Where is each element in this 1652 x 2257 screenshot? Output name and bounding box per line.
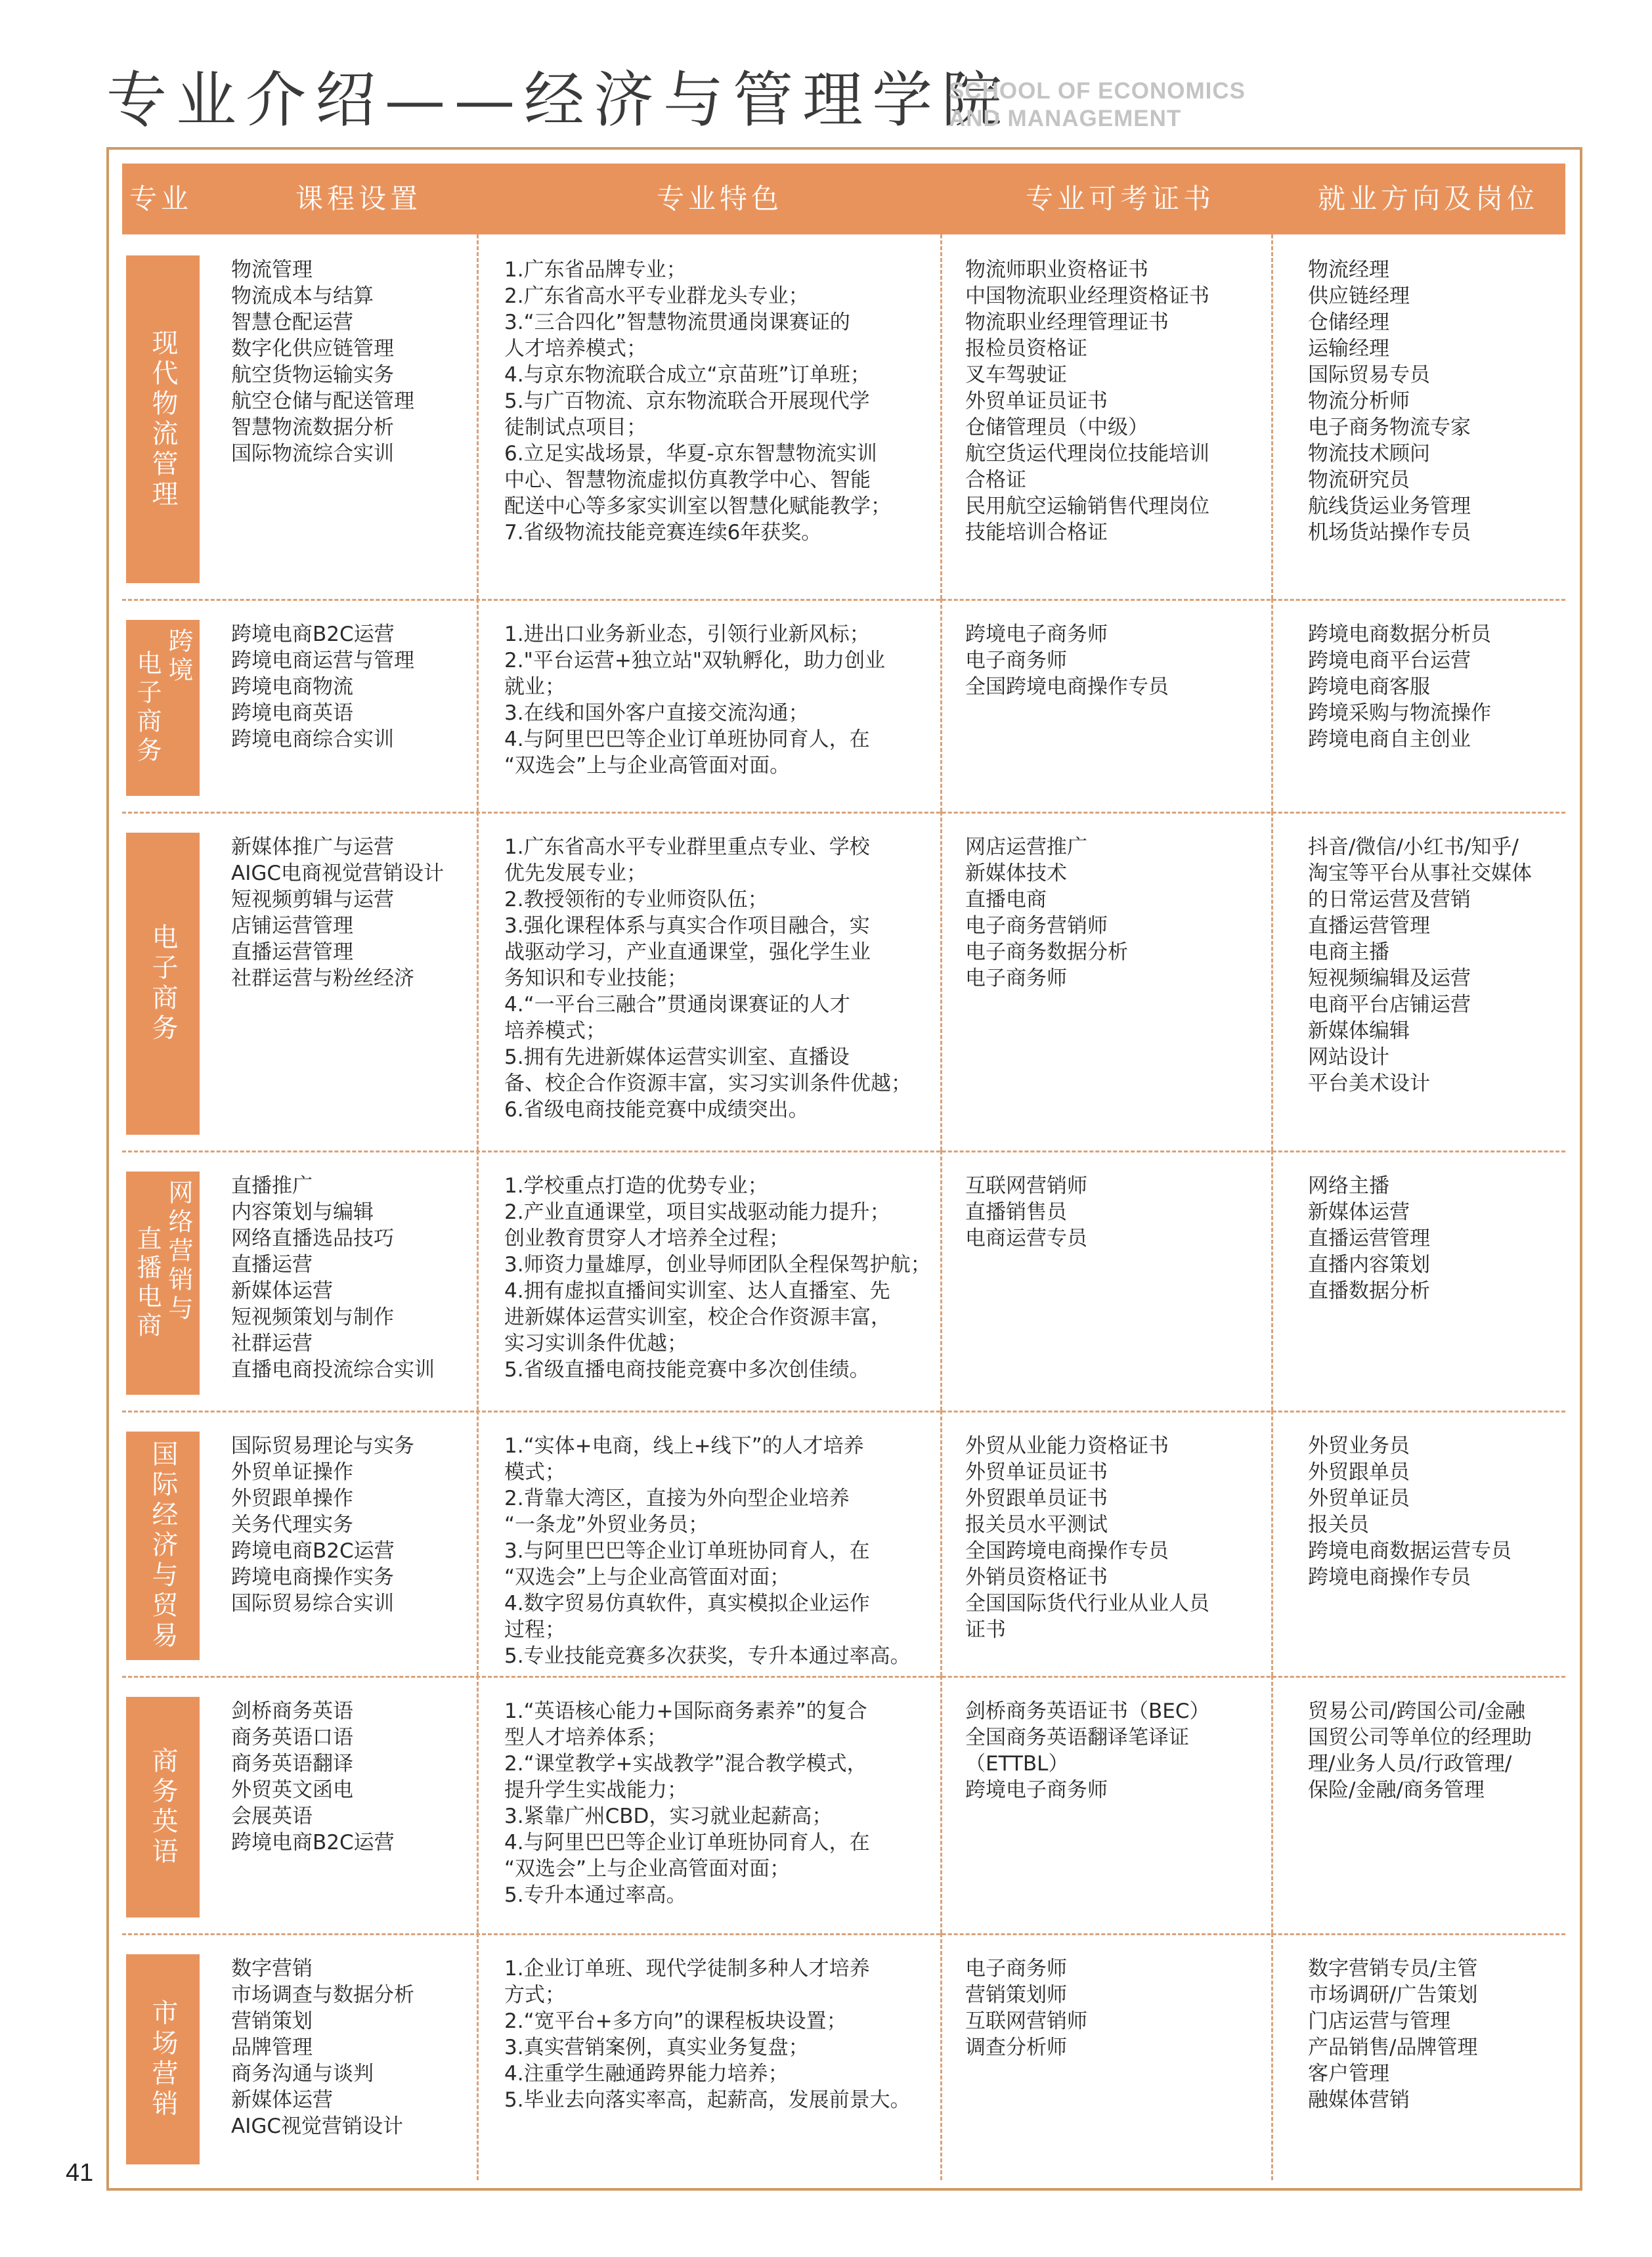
course-item: 店铺运营管理 xyxy=(231,914,353,938)
certificate-item: 叉车驾驶证 xyxy=(965,363,1067,387)
career-item: 抖音/微信/小红书/知乎/ xyxy=(1308,835,1519,859)
feature-line: 3.与阿里巴巴等企业订单班协同育人，在 xyxy=(504,1539,870,1563)
major-label-box xyxy=(126,1954,200,2164)
certificate-item: 仓储管理员（中级） xyxy=(965,416,1148,439)
career-item: 跨境电商客服 xyxy=(1308,675,1430,699)
feature-line: 培养模式； xyxy=(504,1019,606,1043)
feature-line: 4.拥有虚拟直播间实训室、达人直播室、先 xyxy=(504,1279,890,1303)
career-item: 理/业务人员/行政管理/ xyxy=(1308,1752,1512,1776)
certificate-item: 电子商务师 xyxy=(965,649,1067,672)
certificate-item: 电子商务师 xyxy=(965,1957,1067,1981)
feature-line: 优先发展专业； xyxy=(504,862,647,885)
column-divider xyxy=(1271,1933,1273,2180)
course-item: 品牌管理 xyxy=(231,2036,313,2059)
career-list xyxy=(1308,1433,1511,1590)
course-item: 商务英语翻译 xyxy=(231,1752,353,1776)
career-item: 外贸单证员 xyxy=(1308,1487,1410,1510)
column-divider xyxy=(940,1150,942,1411)
course-item: 直播电商投流综合实训 xyxy=(231,1358,435,1382)
course-item: 内容策划与编辑 xyxy=(231,1200,374,1224)
certificate-item: 调查分析师 xyxy=(965,2036,1067,2059)
feature-line: 4.与阿里巴巴等企业订单班协同育人，在 xyxy=(504,1831,870,1854)
column-divider xyxy=(1271,234,1273,599)
career-item: 数字营销专员/主管 xyxy=(1308,1957,1478,1981)
feature-line: 2.广东省高水平专业群龙头专业； xyxy=(504,284,809,308)
career-item: 网络主播 xyxy=(1308,1174,1389,1198)
column-divider xyxy=(1271,812,1273,1150)
course-item: 跨境电商B2C运营 xyxy=(231,1539,395,1563)
feature-line: 备、校企合作资源丰富，实习实训条件优越； xyxy=(504,1072,911,1095)
major-name-part: 网络营销与 xyxy=(164,1179,193,1324)
major-name: 市场营销 xyxy=(148,1999,178,2120)
course-item: 国际物流综合实训 xyxy=(231,442,394,466)
feature-line: 提升学生实战能力； xyxy=(504,1778,687,1802)
feature-line: 1.企业订单班、现代学徒制多种人才培养 xyxy=(504,1957,870,1981)
feature-line: 3.在线和国外客户直接交流沟通； xyxy=(504,701,809,725)
certificate-item: 电子商务营销师 xyxy=(965,914,1108,938)
certificate-item: 物流师职业资格证书 xyxy=(965,258,1148,282)
course-item: 外贸跟单操作 xyxy=(231,1487,353,1510)
feature-line: 5.与广百物流、京东物流联合开展现代学 xyxy=(504,389,870,413)
certificate-item: 电子商务师 xyxy=(965,967,1067,990)
major-row xyxy=(122,1411,1565,1676)
column-divider xyxy=(477,1411,479,1676)
certificate-item: 全国国际货代行业从业人员 xyxy=(965,1592,1209,1615)
feature-line: 2.“课堂教学+实战教学”混合教学模式， xyxy=(504,1752,867,1776)
career-item: 跨境电商数据分析员 xyxy=(1308,623,1491,646)
feature-line: 1.进出口业务新业态，引领行业新风标； xyxy=(504,623,870,646)
course-item: 剑桥商务英语 xyxy=(231,1699,353,1723)
career-item: 电商平台店铺运营 xyxy=(1308,993,1471,1017)
career-item: 产品销售/品牌管理 xyxy=(1308,2036,1478,2059)
feature-line: 模式； xyxy=(504,1460,565,1484)
feature-list xyxy=(504,1698,870,1908)
feature-line: 5.毕业去向落实率高，起薪高，发展前景大。 xyxy=(504,2088,911,2112)
header-certificates: 专业可考证书 xyxy=(1025,183,1215,215)
column-divider xyxy=(1271,1676,1273,1933)
header-features: 专业特色 xyxy=(656,183,783,215)
feature-line: 过程； xyxy=(504,1618,565,1642)
career-item: 电子商务物流专家 xyxy=(1308,416,1471,439)
course-item: 跨境电商运营与管理 xyxy=(231,649,414,672)
career-item: 新媒体运营 xyxy=(1308,1200,1410,1224)
certificate-item: 互联网营销师 xyxy=(965,2009,1087,2033)
career-item: 直播内容策划 xyxy=(1308,1253,1430,1277)
course-item: 会展英语 xyxy=(231,1805,313,1828)
column-divider xyxy=(1271,599,1273,812)
career-item: 外贸业务员 xyxy=(1308,1434,1410,1458)
course-item: 外贸单证操作 xyxy=(231,1460,353,1484)
feature-line: 1.广东省高水平专业群里重点专业、学校 xyxy=(504,835,870,859)
certificate-item: 民用航空运输销售代理岗位 xyxy=(965,494,1209,518)
major-row xyxy=(122,1933,1565,2180)
certificate-item: （ETTBL） xyxy=(965,1752,1069,1776)
course-item: 航空货物运输实务 xyxy=(231,363,394,387)
course-item: 外贸英文函电 xyxy=(231,1778,353,1802)
career-item: 机场货站操作专员 xyxy=(1308,521,1471,544)
column-divider xyxy=(1271,1150,1273,1411)
certificate-list xyxy=(965,834,1128,992)
career-list xyxy=(1308,1173,1430,1304)
feature-line: 实习实训条件优越； xyxy=(504,1332,687,1355)
header-major: 专业 xyxy=(129,183,192,215)
course-item: 跨境电商B2C运营 xyxy=(231,1831,395,1854)
course-item: 社群运营 xyxy=(231,1332,313,1355)
certificate-item: 网店运营推广 xyxy=(965,835,1087,859)
certificate-item: 全国跨境电商操作专员 xyxy=(965,675,1169,699)
certificate-item: 航空货运代理岗位技能培训 xyxy=(965,442,1209,466)
feature-list xyxy=(504,621,885,779)
feature-list xyxy=(504,834,911,1123)
course-item: 智慧物流数据分析 xyxy=(231,416,394,439)
career-item: 网站设计 xyxy=(1308,1045,1389,1069)
career-item: 供应链经理 xyxy=(1308,284,1410,308)
major-label-box xyxy=(126,833,200,1135)
feature-line: 5.拥有先进新媒体运营实训室、直播设 xyxy=(504,1045,850,1069)
subtitle-line-2: AND MANAGEMENT xyxy=(949,106,1182,131)
feature-list xyxy=(504,1173,931,1383)
major-row xyxy=(122,1150,1565,1411)
feature-line: 7.省级物流技能竞赛连续6年获奖。 xyxy=(504,521,822,544)
course-item: 数字化供应链管理 xyxy=(231,337,394,361)
career-item: 市场调研/广告策划 xyxy=(1308,1983,1478,2007)
course-item: 直播运营管理 xyxy=(231,940,353,964)
table-header xyxy=(122,164,1565,234)
course-item: 智慧仓配运营 xyxy=(231,311,353,334)
course-item: 网络直播选品技巧 xyxy=(231,1227,394,1250)
page-subtitle-en xyxy=(949,77,1246,133)
feature-line: 2.背靠大湾区，直接为外向型企业培养 xyxy=(504,1487,850,1510)
course-item: 跨境电商操作实务 xyxy=(231,1566,394,1589)
career-item: 融媒体营销 xyxy=(1308,2088,1410,2112)
course-list xyxy=(231,1956,414,2139)
feature-line: 1.广东省品牌专业； xyxy=(504,258,687,282)
major-name-part: 跨境 xyxy=(164,628,193,686)
major-label-box xyxy=(126,255,200,583)
career-item: 仓储经理 xyxy=(1308,311,1389,334)
feature-line: 中心、智慧物流虚拟仿真教学中心、智能 xyxy=(504,468,871,492)
feature-line: 4.与京东物流联合成立“京苗班”订单班； xyxy=(504,363,871,387)
feature-line: “双选会”上与企业高管面对面； xyxy=(504,1566,791,1589)
certificate-item: 跨境电子商务师 xyxy=(965,623,1108,646)
course-item: 跨境电商物流 xyxy=(231,675,353,699)
feature-line: 战驱动学习，产业直通课堂，强化学生业 xyxy=(504,940,871,964)
feature-list xyxy=(504,1433,911,1669)
career-item: 航线货运业务管理 xyxy=(1308,494,1471,518)
feature-list xyxy=(504,257,891,546)
column-divider xyxy=(1271,1411,1273,1676)
career-item: 短视频编辑及运营 xyxy=(1308,967,1471,990)
feature-line: 1.“实体+电商，线上+线下”的人才培养 xyxy=(504,1434,864,1458)
feature-line: 6.立足实战场景，华夏-京东智慧物流实训 xyxy=(504,442,877,466)
certificate-item: 报关员水平测试 xyxy=(965,1513,1108,1537)
header-careers: 就业方向及岗位 xyxy=(1317,183,1538,215)
certificate-list xyxy=(965,1956,1087,2061)
feature-line: 2."平台运营+独立站"双轨孵化，助力创业 xyxy=(504,649,886,672)
feature-line: 5.专业技能竞赛多次获奖，专升本通过率高。 xyxy=(504,1644,911,1668)
feature-line: 2.“宽平台+多方向”的课程板块设置； xyxy=(504,2009,847,2033)
feature-line: 4.数字贸易仿真软件，真实模拟企业运作 xyxy=(504,1592,870,1615)
column-divider xyxy=(940,812,942,1150)
feature-line: 1.学校重点打造的优势专业； xyxy=(504,1174,768,1198)
certificate-item: 直播电商 xyxy=(965,888,1047,911)
career-item: 直播数据分析 xyxy=(1308,1279,1430,1303)
career-item: 跨境电商操作专员 xyxy=(1308,1566,1471,1589)
major-label-box xyxy=(126,1697,200,1917)
career-item: 新媒体编辑 xyxy=(1308,1019,1410,1043)
career-item: 外贸跟单员 xyxy=(1308,1460,1410,1484)
career-item: 跨境电商平台运营 xyxy=(1308,649,1471,672)
course-item: 新媒体推广与运营 xyxy=(231,835,394,859)
feature-line: 4.注重学生融通跨界能力培养； xyxy=(504,2062,789,2086)
column-divider xyxy=(477,1150,479,1411)
course-item: 数字营销 xyxy=(231,1957,313,1981)
feature-line: 3.师资力量雄厚，创业导师团队全程保驾护航； xyxy=(504,1253,931,1277)
certificate-item: 合格证 xyxy=(965,468,1026,492)
certificate-item: 外贸单证员证书 xyxy=(965,389,1108,413)
column-divider xyxy=(940,1933,942,2180)
career-item: 客户管理 xyxy=(1308,2062,1389,2086)
course-item: 关务代理实务 xyxy=(231,1513,353,1537)
course-item: 航空仓储与配送管理 xyxy=(231,389,414,413)
major-name-part: 电子商务 xyxy=(133,650,162,766)
course-item: 直播推广 xyxy=(231,1174,313,1198)
certificate-item: 外销员资格证书 xyxy=(965,1566,1108,1589)
career-list xyxy=(1308,621,1491,753)
course-item: 物流管理 xyxy=(231,258,313,282)
certificate-item: 新媒体技术 xyxy=(965,862,1067,885)
career-item: 物流经理 xyxy=(1308,258,1389,282)
feature-line: 创业教育贯穿人才培养全过程； xyxy=(504,1227,789,1250)
certificate-item: 营销策划师 xyxy=(965,1983,1067,2007)
course-item: 市场调查与数据分析 xyxy=(231,1983,414,2007)
career-item: 运输经理 xyxy=(1308,337,1389,361)
feature-line: 3.真实营销案例，真实业务复盘； xyxy=(504,2036,809,2059)
certificate-item: 证书 xyxy=(965,1618,1006,1642)
career-list xyxy=(1308,257,1471,546)
feature-line: 就业； xyxy=(504,675,565,699)
course-item: 营销策划 xyxy=(231,2009,313,2033)
course-list xyxy=(231,1698,395,1856)
certificate-list xyxy=(965,1433,1209,1643)
header-courses: 课程设置 xyxy=(295,183,422,215)
certificate-item: 外贸跟单员证书 xyxy=(965,1487,1108,1510)
feature-line: 6.省级电商技能竞赛中成绩突出。 xyxy=(504,1098,809,1122)
feature-line: 1.“英语核心能力+国际商务素养”的复合 xyxy=(504,1699,867,1723)
feature-line: 3.“三合四化”智慧物流贯通岗课赛证的 xyxy=(504,311,850,334)
column-divider xyxy=(477,1676,479,1933)
certificate-item: 互联网营销师 xyxy=(965,1174,1087,1198)
page-number: 41 xyxy=(66,2159,94,2187)
course-item: 直播运营 xyxy=(231,1253,313,1277)
certificate-list xyxy=(965,1698,1210,1803)
career-item: 电商主播 xyxy=(1308,940,1389,964)
major-row xyxy=(122,234,1565,599)
career-list xyxy=(1308,1956,1477,2113)
column-divider xyxy=(477,234,479,599)
career-item: 直播运营管理 xyxy=(1308,1227,1430,1250)
certificate-item: 剑桥商务英语证书（BEC） xyxy=(965,1699,1210,1723)
certificate-item: 外贸从业能力资格证书 xyxy=(965,1434,1169,1458)
certificate-item: 报检员资格证 xyxy=(965,337,1087,361)
major-name: 商务英语 xyxy=(148,1747,178,1868)
major-name: 电子商务 xyxy=(148,923,178,1044)
career-item: 国贸公司等单位的经理助 xyxy=(1308,1726,1532,1749)
certificate-list xyxy=(965,621,1169,700)
course-item: 短视频剪辑与运营 xyxy=(231,888,394,911)
feature-line: 5.省级直播电商技能竞赛中多次创佳绩。 xyxy=(504,1358,870,1382)
certificate-item: 中国物流职业经理资格证书 xyxy=(965,284,1209,308)
feature-line: “双选会”上与企业高管面对面； xyxy=(504,1857,791,1881)
course-item: 短视频策划与制作 xyxy=(231,1305,394,1329)
column-divider xyxy=(940,234,942,599)
career-item: 平台美术设计 xyxy=(1308,1072,1430,1095)
certificate-item: 全国跨境电商操作专员 xyxy=(965,1539,1169,1563)
column-divider xyxy=(477,599,479,812)
feature-list xyxy=(504,1956,911,2113)
career-item: 淘宝等平台从事社交媒体 xyxy=(1308,862,1532,885)
course-item: 社群运营与粉丝经济 xyxy=(231,967,414,990)
feature-line: 配送中心等多家实训室以智慧化赋能教学； xyxy=(504,494,891,518)
feature-line: 5.专升本通过率高。 xyxy=(504,1883,687,1907)
course-item: AIGC电商视觉营销设计 xyxy=(231,862,445,885)
major-row xyxy=(122,812,1565,1150)
page-title: 专业介绍——经济与管理学院 xyxy=(106,65,1012,135)
feature-line: 型人才培养体系； xyxy=(504,1726,667,1749)
column-divider xyxy=(940,1411,942,1676)
major-name: 国际经济与贸易 xyxy=(148,1440,178,1652)
career-item: 国际贸易专员 xyxy=(1308,363,1430,387)
subtitle-line-1: SCHOOL OF ECONOMICS xyxy=(949,78,1246,104)
major-row xyxy=(122,599,1565,812)
certificate-list xyxy=(965,257,1209,546)
certificate-item: 全国商务英语翻译笔译证 xyxy=(965,1726,1189,1749)
feature-line: 2.教授领衔的专业师资队伍； xyxy=(504,888,768,911)
course-item: 新媒体运营 xyxy=(231,2088,333,2112)
course-list xyxy=(231,834,444,992)
major-label-box xyxy=(126,1172,200,1395)
certificate-item: 直播销售员 xyxy=(965,1200,1067,1224)
column-divider xyxy=(477,1933,479,2180)
course-item: 跨境电商综合实训 xyxy=(231,728,394,751)
course-item: 物流成本与结算 xyxy=(231,284,374,308)
career-item: 物流分析师 xyxy=(1308,389,1410,413)
career-list xyxy=(1308,1698,1532,1803)
career-item: 门店运营与管理 xyxy=(1308,2009,1450,2033)
feature-line: 方式； xyxy=(504,1983,565,2007)
career-item: 直播运营管理 xyxy=(1308,914,1430,938)
course-item: 国际贸易理论与实务 xyxy=(231,1434,414,1458)
career-item: 跨境电商数据运营专员 xyxy=(1308,1539,1511,1563)
column-divider xyxy=(940,599,942,812)
career-item: 跨境采购与物流操作 xyxy=(1308,701,1491,725)
feature-line: 人才培养模式； xyxy=(504,337,647,361)
career-item: 报关员 xyxy=(1308,1513,1369,1537)
feature-line: “双选会”上与企业高管面对面。 xyxy=(504,754,791,778)
course-item: 商务英语口语 xyxy=(231,1726,353,1749)
certificate-item: 电商运营专员 xyxy=(965,1227,1087,1250)
major-label-box xyxy=(126,620,200,796)
certificate-item: 跨境电子商务师 xyxy=(965,1778,1108,1802)
course-list xyxy=(231,1433,414,1617)
course-item: 跨境电商英语 xyxy=(231,701,353,725)
major-row xyxy=(122,1676,1565,1933)
course-item: 新媒体运营 xyxy=(231,1279,333,1303)
feature-line: 务知识和专业技能； xyxy=(504,967,687,990)
course-item: 商务沟通与谈判 xyxy=(231,2062,374,2086)
feature-line: 徒制试点项目； xyxy=(504,416,647,439)
feature-line: 2.产业直通课堂，项目实战驱动能力提升； xyxy=(504,1200,890,1224)
course-item: 国际贸易综合实训 xyxy=(231,1592,394,1615)
career-item: 物流研究员 xyxy=(1308,468,1410,492)
course-list xyxy=(231,621,414,753)
column-divider xyxy=(940,1676,942,1933)
major-name: 现代物流管理 xyxy=(148,328,178,510)
course-list xyxy=(231,1173,435,1383)
career-list xyxy=(1308,834,1532,1097)
course-item: 跨境电商B2C运营 xyxy=(231,623,395,646)
career-item: 跨境电商自主创业 xyxy=(1308,728,1471,751)
career-item: 贸易公司/跨国公司/金融 xyxy=(1308,1699,1525,1723)
feature-line: “一条龙”外贸业务员； xyxy=(504,1513,709,1537)
course-list xyxy=(231,257,414,467)
career-item: 物流技术顾问 xyxy=(1308,442,1430,466)
feature-line: 4.与阿里巴巴等企业订单班协同育人，在 xyxy=(504,728,870,751)
feature-line: 3.强化课程体系与真实合作项目融合，实 xyxy=(504,914,870,938)
course-item: AIGC视觉营销设计 xyxy=(231,2115,404,2138)
feature-line: 4.“一平台三融合”贯通岗课赛证的人才 xyxy=(504,993,850,1017)
career-item: 保险/金融/商务管理 xyxy=(1308,1778,1485,1802)
certificate-item: 物流职业经理管理证书 xyxy=(965,311,1169,334)
career-item: 的日常运营及营销 xyxy=(1308,888,1471,911)
major-name-part: 直播电商 xyxy=(133,1225,162,1341)
column-divider xyxy=(477,812,479,1150)
certificate-item: 技能培训合格证 xyxy=(965,521,1108,544)
feature-line: 进新媒体运营实训室，校企合作资源丰富， xyxy=(504,1305,891,1329)
certificate-item: 电子商务数据分析 xyxy=(965,940,1128,964)
certificate-item: 外贸单证员证书 xyxy=(965,1460,1108,1484)
certificate-list xyxy=(965,1173,1087,1252)
major-label-box xyxy=(126,1432,200,1660)
feature-line: 3.紧靠广州CBD，实习就业起薪高； xyxy=(504,1805,833,1828)
